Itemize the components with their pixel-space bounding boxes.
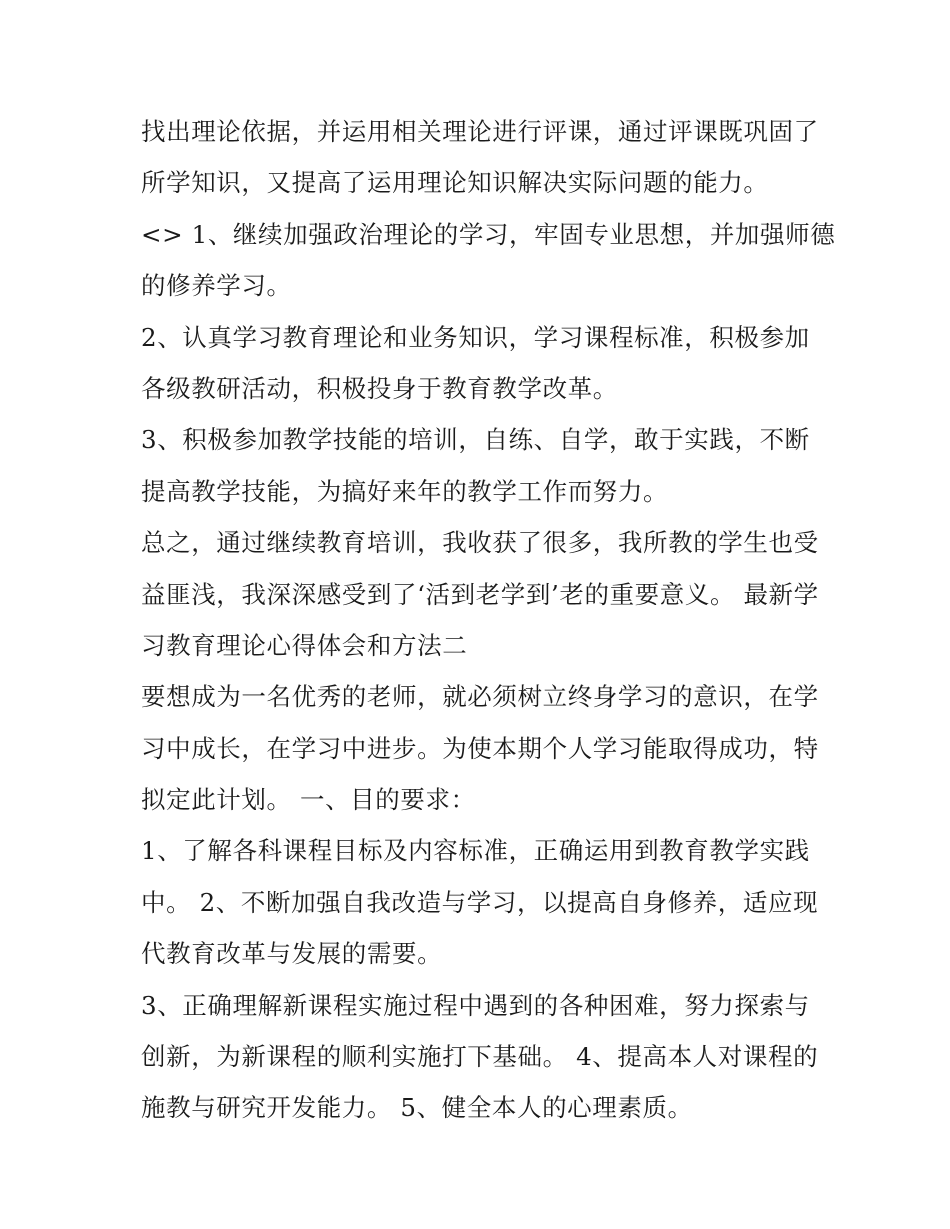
text-line-12: 要想成为一名优秀的老师，就必须树立终身学习的意识，在学 (141, 682, 819, 712)
text-line-9: 总之，通过继续教育培训，我收获了很多，我所教的学生也受 (141, 528, 819, 558)
text-line-4: 的修养学习。 (141, 271, 292, 301)
text-line-19: 创新，为新课程的顺利实施打下基础。 4、提高本人对课程的 (141, 1042, 819, 1072)
text-line-18: 3、正确理解新课程实施过程中遇到的各种困难，努力探索与 (141, 990, 810, 1020)
text-line-2: 所学知识，又提高了运用理论知识解决实际问题的能力。 (141, 168, 769, 198)
text-line-11: 习教育理论心得体会和方法二 (141, 630, 468, 660)
text-line-3: <> 1、继续加强政治理论的学习，牢固专业思想，并加强师德 (141, 219, 836, 249)
text-line-14: 拟定此计划。 一、目的要求： (141, 785, 476, 815)
body-text (141, 106, 836, 1134)
text-line-20: 施教与研究开发能力。 5、健全本人的心理素质。 (141, 1093, 693, 1123)
text-line-1: 找出理论依据，并运用相关理论进行评课，通过评课既巩固了 (141, 117, 819, 146)
text-line-5: 2、认真学习教育理论和业务知识，学习课程标准，积极参加 (141, 322, 810, 352)
text-line-6: 各级教研活动，积极投身于教育教学改革。 (141, 373, 618, 403)
text-line-13: 习中成长，在学习中进步。为使本期个人学习能取得成功，特 (141, 733, 819, 763)
text-line-16: 中。 2、不断加强自我改造与学习，以提高自身修养，适应现 (141, 887, 819, 917)
text-line-7: 3、积极参加教学技能的培训，自练、自学，敢于实践，不断 (141, 425, 810, 455)
text-line-8: 提高教学技能，为搞好来年的教学工作而努力。 (141, 476, 669, 506)
text-line-10: 益匪浅，我深深感受到了‘活到老学到’老的重要意义。 最新学 (141, 579, 819, 609)
text-line-17: 代教育改革与发展的需要。 (141, 939, 443, 969)
text-line-15: 1、了解各科课程目标及内容标准，正确运用到教育教学实践 (141, 836, 810, 866)
